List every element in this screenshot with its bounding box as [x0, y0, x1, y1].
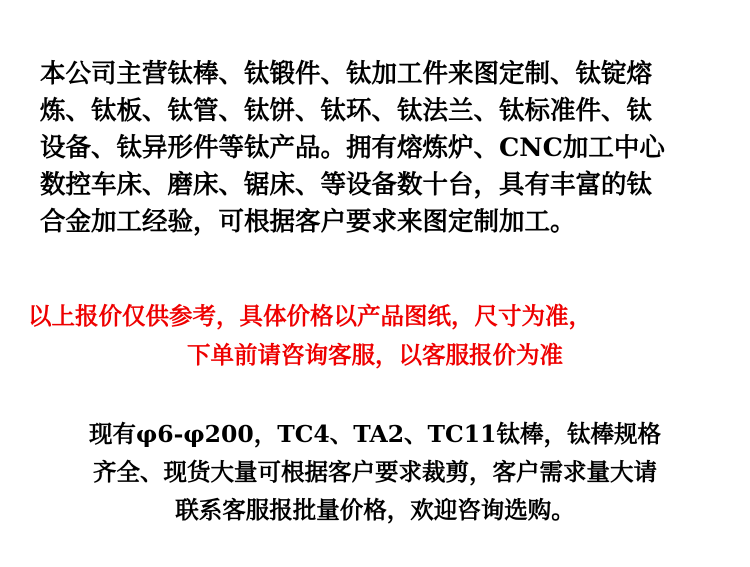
price-disclaimer-notice [24, 297, 726, 375]
stock-line-2: 齐全、现货大量可根据客户要求裁剪，客户需求量大请 [93, 458, 657, 486]
description-line-3: 设备、钛异形件等钛产品。拥有熔炼炉、CNC加工中心 [40, 133, 665, 163]
description-line-1: 本公司主营钛棒、钛锻件、钛加工件来图定制、钛锭熔 [40, 59, 653, 89]
stock-line-3: 联系客服报批量价格，欢迎咨询选购。 [175, 496, 575, 524]
stock-line-1: 现有φ6-φ200，TC4、TA2、TC11钛棒，钛棒规格 [89, 420, 661, 448]
description-line-2: 炼、钛板、钛管、钛饼、钛环、钛法兰、钛标准件、钛 [40, 96, 653, 126]
stock-availability-paragraph [24, 415, 726, 529]
company-description-paragraph [40, 56, 716, 241]
notice-line-1: 以上报价仅供参考，具体价格以产品图纸，尺寸为准， [28, 302, 592, 330]
description-line-4: 数控车床、磨床、锯床、等设备数十台，具有丰富的钛 [40, 170, 653, 200]
notice-line-2: 下单前请咨询客服，以客服报价为准 [187, 341, 563, 369]
description-line-5: 合金加工经验，可根据客户要求来图定制加工。 [40, 207, 576, 237]
